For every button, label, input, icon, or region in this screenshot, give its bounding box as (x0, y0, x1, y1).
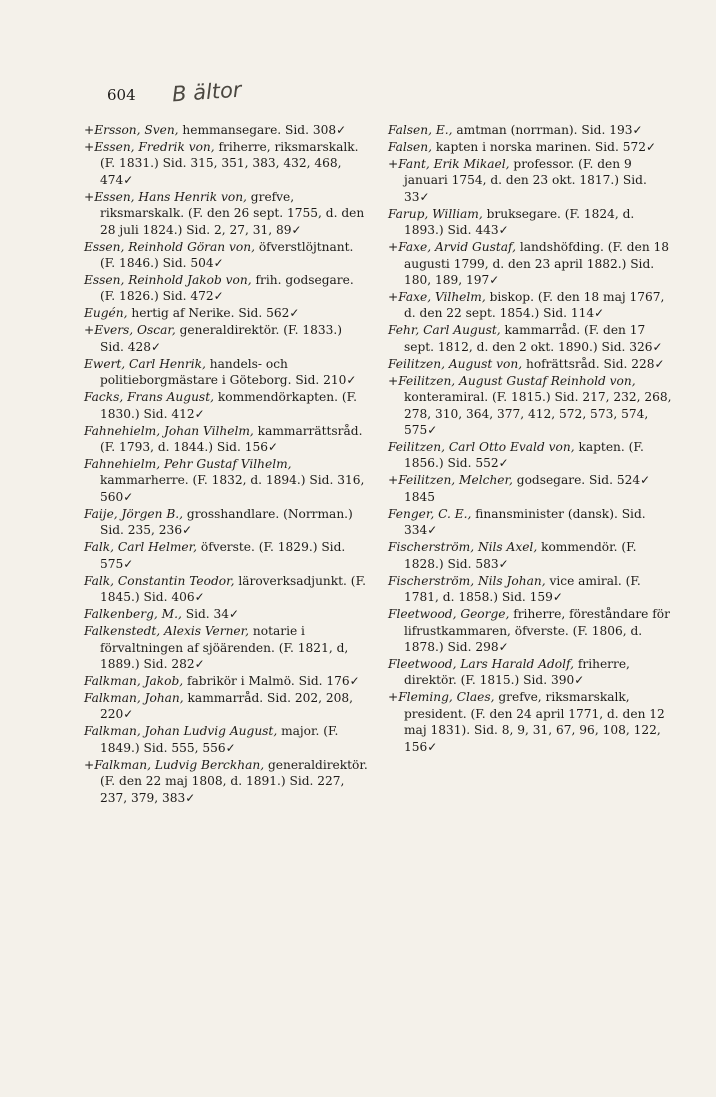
entry-details: bruksegare. (F. 1824, d. 1893.) Sid. 443✓ (404, 206, 635, 238)
entry-name: Faxe, Arvid Gustaf, (398, 240, 516, 255)
index-entry (388, 322, 672, 355)
right-column (388, 122, 672, 756)
entry-name: Falsen, (388, 140, 432, 154)
index-entry (84, 139, 368, 188)
entry-name: Essen, Fredrik von, (94, 140, 215, 154)
index-entry (388, 472, 672, 505)
entry-details: friherre, föreståndare för lifrustkammaren, öfverste. (F. 1806, d. 1878.) Sid. 298✓ (404, 607, 670, 654)
index-entry (84, 506, 368, 539)
entry-name: Essen, Reinhold Göran von, (84, 239, 255, 254)
entry-prefix-mark: + (388, 473, 399, 488)
index-entry (84, 305, 368, 321)
entry-details: fabrikör i Malmö. Sid. 176✓ (183, 673, 360, 688)
entry-name: Fahnehielm, Pehr Gustaf Vilhelm, (84, 457, 292, 472)
index-entry (84, 272, 368, 305)
entry-name: Ewert, Carl Henrik, (84, 356, 206, 371)
index-entry (84, 723, 368, 756)
index-entry (388, 122, 672, 138)
entry-name: Eugén, (84, 306, 128, 321)
index-entry (84, 573, 368, 606)
entry-details: friherre, riksmarskalk. (F. 1831.) Sid. 315, 351, 383, 432, 468, 474✓ (100, 140, 359, 187)
entry-prefix-mark: + (388, 373, 399, 388)
entry-name: Feilitzen, Melcher, (398, 473, 513, 488)
entry-name: Fischerström, Nils Johan, (388, 573, 546, 588)
entry-prefix-mark: + (84, 757, 95, 772)
entry-details: hertig af Nerike. Sid. 562✓ (127, 306, 300, 321)
entry-name: Falkenstedt, Alexis Verner, (84, 624, 250, 639)
entry-name: Falk, Constantin Teodor, (84, 573, 235, 588)
entry-prefix-mark: + (388, 157, 399, 171)
entry-name: Falkman, Ludvig Berckhan, (94, 757, 265, 772)
entry-name: Facks, Frans August, (84, 390, 214, 405)
entry-details: kapten. (F. 1856.) Sid. 552✓ (404, 440, 644, 471)
entry-name: Farup, William, (388, 206, 483, 221)
entry-details: generaldirektör. (F. den 22 maj 1808, d. 1891.) Sid. 227, 237, 379, 383✓ (100, 757, 368, 805)
entry-details: grefve, riksmarskalk, president. (F. den 24 april 1771, d. den 12 maj 1831). Sid. 8, 9, 31, 67, 96, 108, 122, 156✓ (404, 690, 665, 754)
entry-prefix-mark: + (84, 323, 95, 338)
entry-details: läroverksadjunkt. (F. 1845.) Sid. 406✓ (100, 573, 366, 605)
entry-details: kommendörkapten. (F. 1830.) Sid. 412✓ (100, 390, 358, 421)
entry-details: kammarrättsråd. (F. 1793, d. 1844.) Sid. 156✓ (100, 423, 363, 455)
index-entry (84, 423, 368, 456)
entry-name: Feilitzen, August Gustaf Reinhold von, (398, 373, 636, 388)
entry-details: hemmansegare. Sid. 308✓ (178, 123, 347, 137)
index-entry (388, 373, 672, 439)
entry-details: grosshandlare. (Norrman.) Sid. 235, 236✓ (100, 506, 353, 538)
entry-details: finansminister (dansk). Sid. 334✓ (404, 506, 646, 538)
index-entry (388, 606, 672, 655)
entry-name: Feilitzen, August von, (388, 356, 523, 371)
index-entry (388, 239, 672, 288)
entry-details: grefve, riksmarskalk. (F. den 26 sept. 1755, d. den 28 juli 1824.) Sid. 2, 27, 31, 89✓ (100, 189, 365, 237)
index-entry (388, 356, 672, 372)
index-entry (84, 389, 368, 422)
entry-name: Fant, Erik Mikael, (398, 157, 510, 171)
index-entry (388, 539, 672, 572)
entry-prefix-mark: + (84, 140, 95, 154)
entry-details: konteramiral. (F. 1815.) Sid. 217, 232, 268, 278, 310, 364, 377, 412, 572, 573, 574, 575✓ (404, 390, 672, 438)
entry-details: generaldirektör. (F. 1833.) Sid. 428✓ (100, 323, 342, 354)
entry-details: frih. godsegare. (F. 1826.) Sid. 472✓ (100, 273, 354, 304)
entry-name: Essen, Hans Henrik von, (94, 189, 247, 204)
entry-name: Essen, Reinhold Jakob von, (84, 273, 252, 288)
entry-details: hofrättsråd. Sid. 228✓ (522, 356, 665, 371)
entry-details: godsegare. Sid. 524✓ 1845 (404, 473, 651, 504)
entry-name: Falsen, E., (388, 123, 453, 137)
entry-name: Fehr, Carl August, (388, 323, 501, 338)
entry-details: amtman (norrman). Sid. 193✓ (452, 123, 643, 137)
left-column (84, 122, 368, 807)
entry-details: Sid. 34✓ (181, 607, 240, 622)
entry-name: Falkman, Johan Ludvig August, (84, 724, 278, 739)
index-entry (84, 623, 368, 672)
entry-name: Fahnehielm, Johan Vilhelm, (84, 423, 254, 438)
entry-name: Faxe, Vilhelm, (398, 290, 486, 305)
index-entry (388, 573, 672, 606)
page-number: 604 (107, 86, 136, 104)
entry-details: major. (F. 1849.) Sid. 555, 556✓ (100, 724, 339, 755)
entry-name: Evers, Oscar, (94, 323, 176, 338)
index-entry (84, 239, 368, 272)
index-entry (84, 456, 368, 505)
entry-name: Faije, Jörgen B., (84, 506, 184, 521)
index-entry (84, 356, 368, 389)
entry-details: kammarherre. (F. 1832, d. 1894.) Sid. 316, 560✓ (100, 473, 365, 504)
entry-details: handels- och politieborgmästare i Göteborg. Sid. 210✓ (100, 356, 357, 388)
entry-details: kammarråd. Sid. 202, 208, 220✓ (100, 690, 353, 722)
entry-name: Fleetwood, Lars Harald Adolf, (388, 656, 574, 671)
index-entry (388, 656, 672, 689)
index-entry (84, 690, 368, 723)
index-entry (84, 606, 368, 622)
index-entry (84, 189, 368, 238)
entry-details: öfverste. (F. 1829.) Sid. 575✓ (100, 540, 346, 571)
entry-name: Fenger, C. E., (388, 506, 472, 521)
index-entry (388, 439, 672, 472)
entry-name: Ersson, Sven, (94, 123, 179, 137)
index-entry (388, 156, 672, 205)
entry-name: Fleming, Claes, (398, 690, 495, 705)
index-entry (388, 506, 672, 539)
entry-prefix-mark: + (388, 290, 399, 305)
entry-details: öfverstlöjtnant. (F. 1846.) Sid. 504✓ (100, 239, 354, 271)
entry-details: landshöfding. (F. den 18 augusti 1799, d. den 23 april 1882.) Sid. 180, 189, 197✓ (404, 240, 670, 288)
entry-details: kammarråd. (F. den 17 sept. 1812, d. den 2 okt. 1890.) Sid. 326✓ (404, 323, 663, 354)
index-entry (388, 289, 672, 322)
entry-name: Falkman, Johan, (84, 690, 184, 705)
index-entry (388, 206, 672, 239)
index-entry (388, 689, 672, 755)
index-entry (84, 673, 368, 689)
entry-name: Falkenberg, M., (84, 607, 182, 622)
entry-details: friherre, direktör. (F. 1815.) Sid. 390✓ (404, 656, 630, 688)
entry-prefix-mark: + (388, 240, 399, 255)
entry-details: kapten i norska marinen. Sid. 572✓ (431, 140, 657, 154)
entry-details: professor. (F. den 9 januari 1754, d. den 23 okt. 1817.) Sid. 33✓ (404, 157, 647, 204)
index-entry (84, 122, 368, 138)
entry-name: Falkman, Jakob, (84, 673, 184, 688)
index-entry (388, 139, 672, 155)
index-entry (84, 322, 368, 355)
entry-name: Fischerström, Nils Axel, (388, 540, 538, 555)
entry-details: kommendör. (F. 1828.) Sid. 583✓ (404, 540, 637, 571)
entry-prefix-mark: + (388, 690, 399, 705)
index-entry (84, 539, 368, 572)
entry-details: biskop. (F. den 18 maj 1767, d. den 22 sept. 1854.) Sid. 114✓ (404, 290, 665, 321)
handwritten-note: B ältor (171, 77, 243, 107)
entry-name: Fleetwood, George, (388, 607, 510, 622)
entry-name: Feilitzen, Carl Otto Evald von, (388, 440, 575, 455)
entry-name: Falk, Carl Helmer, (84, 540, 197, 555)
entry-prefix-mark: + (84, 123, 95, 137)
entry-details: vice amiral. (F. 1781, d. 1858.) Sid. 159✓ (404, 573, 641, 605)
entry-prefix-mark: + (84, 189, 95, 204)
entry-details: notarie i förvaltningen af sjöärenden. (F. 1821, d, 1889.) Sid. 282✓ (100, 624, 349, 671)
index-entry (84, 757, 368, 806)
